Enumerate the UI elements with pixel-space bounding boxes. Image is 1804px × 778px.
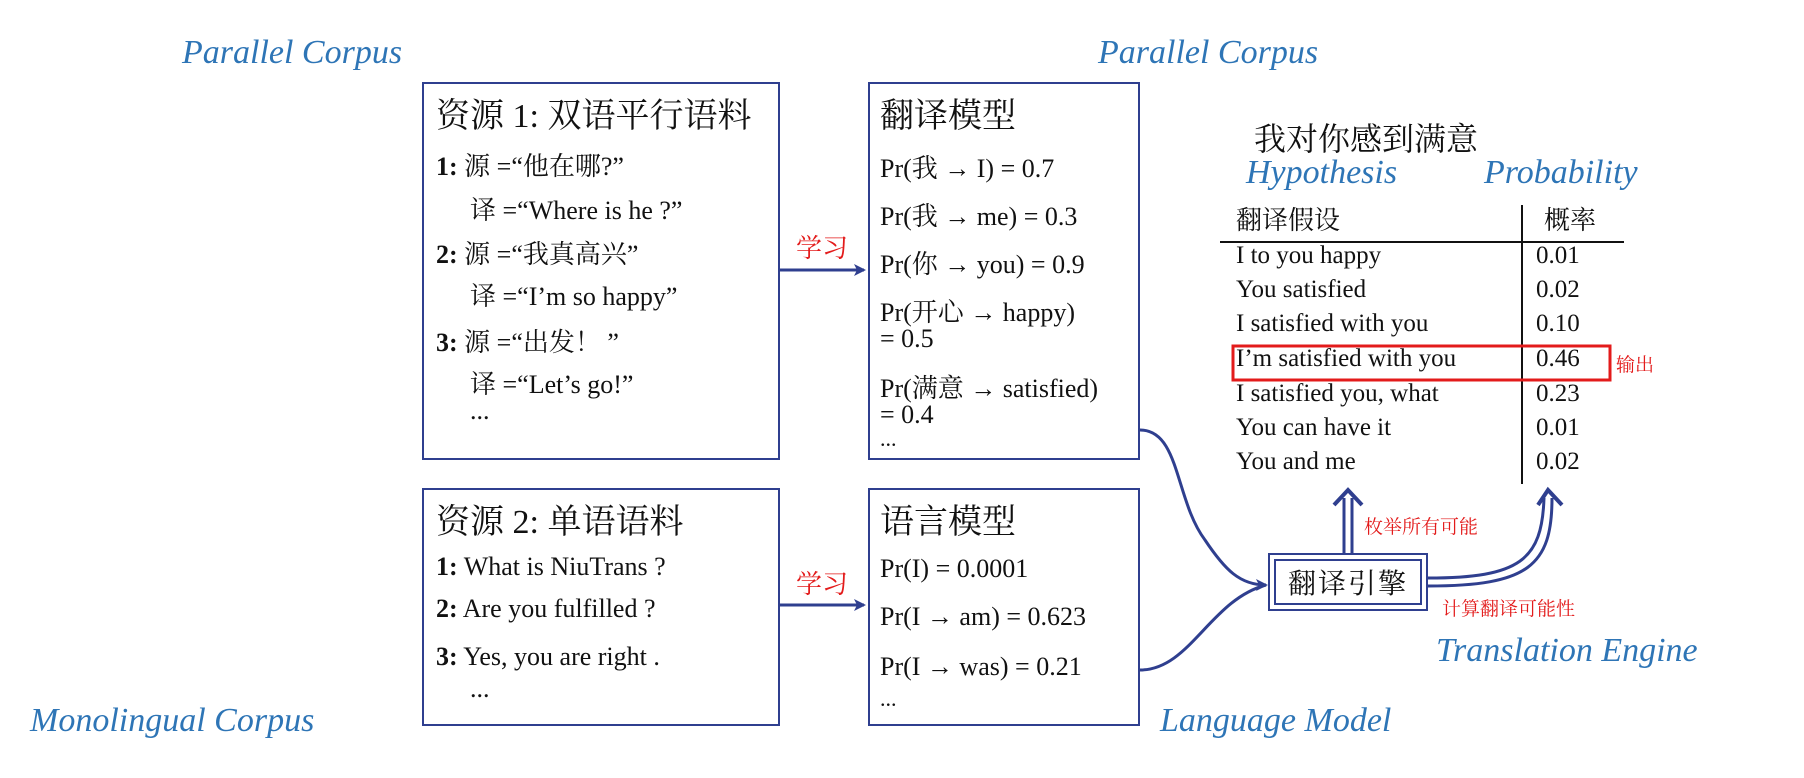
- table-row: [1214, 414, 1614, 448]
- row-hypothesis: I satisfied you, what: [1236, 380, 1439, 407]
- label-translation-engine: Translation Engine: [1436, 632, 1698, 669]
- tm-line-ellipsis: ...: [880, 426, 897, 451]
- language-model-box: [868, 488, 1140, 726]
- label-monolingual-corpus: Monolingual Corpus: [30, 702, 315, 739]
- tm-line-2: Pr(我 → me) = 0.3: [880, 202, 1078, 231]
- learn-label-bottom: 学习: [796, 570, 849, 599]
- row-probability: 0.46: [1536, 345, 1580, 372]
- translation-model-box: [868, 82, 1140, 460]
- resource1-ellipsis: ...: [470, 396, 490, 425]
- enumerate-label: 枚举所有可能: [1364, 517, 1479, 538]
- source-sentence: 我对你感到满意: [1254, 121, 1479, 157]
- label-hypothesis: Hypothesis: [1246, 154, 1398, 191]
- translation-engine-box: [1268, 553, 1428, 611]
- row-probability: 0.02: [1536, 276, 1580, 303]
- row-probability: 0.01: [1536, 414, 1580, 441]
- resource1-item2-tgt: 译 =“I’m so happy”: [470, 282, 678, 311]
- resource1-title: 资源 1: 双语平行语料: [436, 98, 752, 135]
- row-probability: 0.01: [1536, 242, 1580, 269]
- table-row: [1214, 380, 1614, 414]
- resource2-item1: 1: What is NiuTrans ?: [436, 552, 666, 581]
- row-probability: 0.10: [1536, 310, 1580, 337]
- label-parallel-corpus-right: Parallel Corpus: [1098, 34, 1319, 71]
- language-model-title: 语言模型: [880, 504, 1016, 541]
- header-hypothesis: 翻译假设: [1236, 206, 1341, 235]
- table-row: [1214, 242, 1614, 276]
- label-language-model: Language Model: [1160, 702, 1392, 739]
- resource2-item2: 2: Are you fulfilled ?: [436, 594, 656, 623]
- output-label: 输出: [1616, 355, 1655, 376]
- resource1-item2-src: 2: 源 =“我真高兴”: [436, 240, 639, 269]
- compute-label: 计算翻译可能性: [1442, 599, 1576, 620]
- row-hypothesis: I’m satisfied with you: [1236, 345, 1457, 372]
- resource2-item3: 3: Yes, you are right .: [436, 642, 660, 671]
- resource2-box: [422, 488, 780, 726]
- tm-line-4: Pr(开心 → happy): [880, 298, 1075, 327]
- resource2-ellipsis: ...: [470, 674, 490, 703]
- tm-line-7: = 0.4: [880, 400, 934, 429]
- table-row: [1214, 310, 1614, 344]
- lm-to-engine-arrow: [1140, 585, 1266, 670]
- header-probability: 概率: [1544, 206, 1597, 235]
- row-hypothesis: I to you happy: [1236, 242, 1382, 269]
- resource1-box: [422, 82, 780, 460]
- row-hypothesis: You can have it: [1236, 414, 1392, 441]
- row-hypothesis: You and me: [1236, 448, 1356, 475]
- lm-line-2: Pr(I → am) = 0.623: [880, 602, 1087, 631]
- row-hypothesis: I satisfied with you: [1236, 310, 1429, 337]
- resource1-item1-src: 1: 源 =“他在哪?”: [436, 152, 624, 181]
- tm-line-5: = 0.5: [880, 324, 934, 353]
- table-header: [1214, 200, 1614, 234]
- learn-label-top: 学习: [796, 234, 849, 263]
- label-parallel-corpus-left: Parallel Corpus: [182, 34, 403, 71]
- row-probability: 0.23: [1536, 380, 1580, 407]
- resource1-item3-src: 3: 源 =“出发！ ”: [436, 328, 619, 357]
- table-row-highlighted: [1214, 345, 1614, 379]
- tm-line-3: Pr(你 → you) = 0.9: [880, 250, 1085, 279]
- row-hypothesis: You satisfied: [1236, 276, 1367, 303]
- resource1-item1-tgt: 译 =“Where is he ?”: [470, 196, 683, 225]
- lm-line-3: Pr(I → was) = 0.21: [880, 652, 1082, 681]
- label-probability: Probability: [1484, 154, 1638, 191]
- tm-line-6: Pr(满意 → satisfied): [880, 374, 1099, 403]
- translation-engine-label: 翻译引擎: [1274, 559, 1422, 605]
- table-row: [1214, 448, 1614, 482]
- resource2-title: 资源 2: 单语语料: [436, 504, 684, 541]
- table-row: [1214, 276, 1614, 310]
- enumerate-arrow: [1334, 490, 1362, 553]
- lm-line-ellipsis: ...: [880, 686, 897, 711]
- translation-model-title: 翻译模型: [880, 98, 1016, 135]
- row-probability: 0.02: [1536, 448, 1580, 475]
- tm-line-1: Pr(我 → I) = 0.7: [880, 154, 1055, 183]
- lm-line-1: Pr(I) = 0.0001: [880, 554, 1029, 583]
- resource1-item3-tgt: 译 =“Let’s go!”: [470, 370, 634, 399]
